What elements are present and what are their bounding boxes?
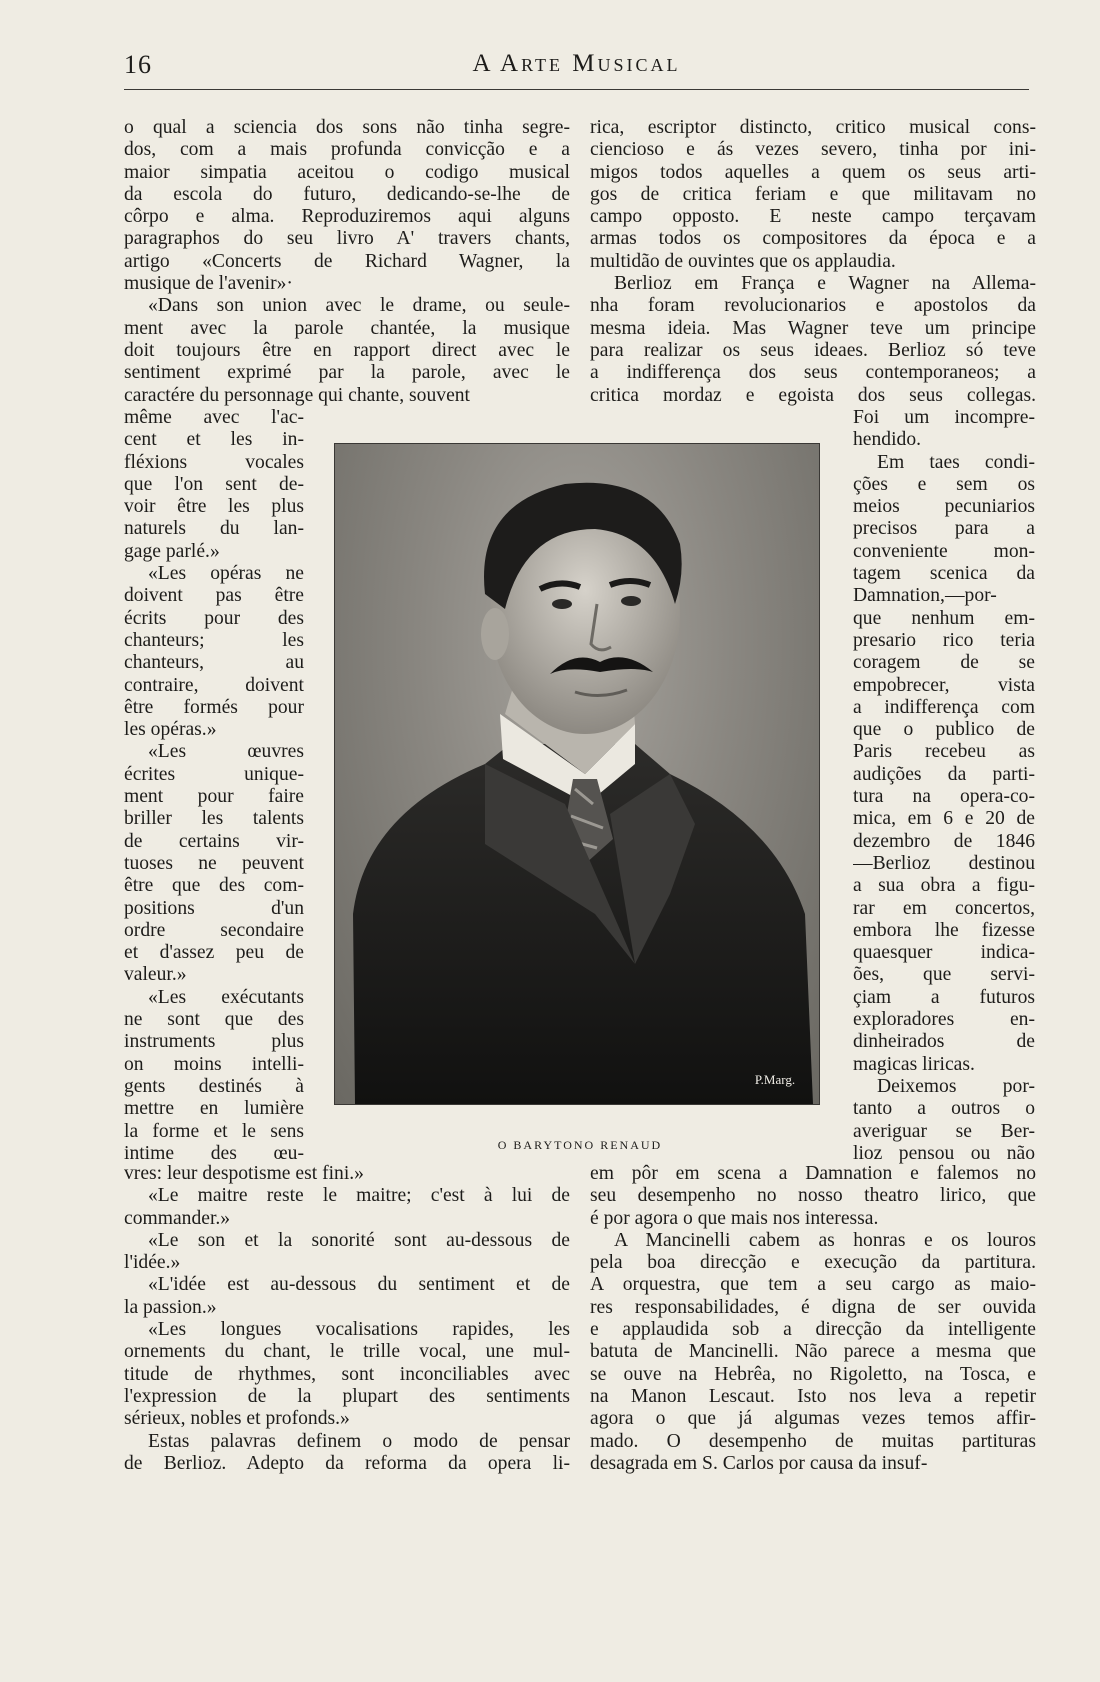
- text-line: dos, com a mais profunda convicção e a: [124, 139, 570, 161]
- text-line: a sua obra a figu-: [853, 875, 1035, 897]
- text-line: meios pecuniarios: [853, 496, 1035, 518]
- text-line: «Les longues vocalisations rapides, les: [148, 1319, 570, 1341]
- text-line: chanteurs, au: [124, 652, 304, 674]
- left-column-top: [124, 117, 570, 407]
- text-line: les opéras.»: [124, 719, 217, 741]
- text-line: tuoses ne peuvent: [124, 852, 304, 874]
- text-line: on moins intelli-: [124, 1053, 304, 1075]
- text-line: que o publico de: [853, 719, 1035, 741]
- text-line: critica mordaz e egoista dos seus collegas.: [590, 384, 1036, 406]
- text-line: magicas liricas.: [853, 1053, 975, 1075]
- text-line: ões, que servi-: [853, 964, 1035, 986]
- text-line: instruments plus: [124, 1031, 304, 1053]
- text-line: mettre en lumière: [124, 1098, 304, 1120]
- text-line: briller les talents: [124, 808, 304, 830]
- text-line: mica, em 6 e 20 de: [853, 808, 1035, 830]
- text-line: seu desempenho no nosso theatro lirico, que: [590, 1185, 1036, 1207]
- text-line: ment pour faire: [124, 786, 304, 808]
- text-line: la passion.»: [124, 1296, 217, 1318]
- text-line: Paris recebeu as: [853, 741, 1035, 763]
- text-line: l'expression de la plupart des sentiments: [124, 1385, 570, 1407]
- text-line: tagem scenica da: [853, 563, 1035, 585]
- text-line: tura na opera-co-: [853, 786, 1035, 808]
- text-line: campo opposto. E neste campo terçavam: [590, 206, 1036, 228]
- left-column-bottom: [124, 1163, 570, 1475]
- text-line: commander.»: [124, 1207, 231, 1229]
- page-number: 16: [124, 50, 152, 79]
- text-line: rar em concertos,: [853, 897, 1035, 919]
- text-line: sérieux, nobles et profonds.»: [124, 1408, 350, 1430]
- text-line: gents destinés à: [124, 1075, 304, 1097]
- text-line: musique de l'avenir»·: [124, 273, 293, 295]
- text-line: la forme et le sens: [124, 1120, 304, 1142]
- text-line: batuta de Mancinelli. Não parece a mesma que: [590, 1341, 1036, 1363]
- text-line: gage parlé.»: [124, 540, 220, 562]
- text-line: doit toujours être en rapport direct avec le: [124, 339, 570, 361]
- text-line: «Le son et la sonorité sont au-dessous de: [148, 1229, 570, 1251]
- text-line: na Manon Lescaut. Isto nos leva a repetir: [590, 1385, 1036, 1407]
- text-line: empobrecer, vista: [853, 674, 1035, 696]
- text-line: a indifferença dos seus contemporaneos; a: [590, 362, 1036, 384]
- text-line: écrits pour des: [124, 607, 304, 629]
- text-line: desagrada em S. Carlos por causa da insuf-: [590, 1452, 928, 1474]
- text-line: Berlioz em França e Wagner na Allema-: [614, 273, 1036, 295]
- text-line: fléxions vocales: [124, 451, 304, 473]
- right-column-top: [590, 117, 1036, 407]
- text-line: exploradores en-: [853, 1009, 1035, 1031]
- text-line: é por agora o que mais nos interessa.: [590, 1207, 879, 1229]
- text-line: Damnation,—por-: [853, 585, 997, 607]
- text-line: naturels du lan-: [124, 518, 304, 540]
- text-line: «Les œuvres: [148, 741, 304, 763]
- text-line: tanto a outros o: [853, 1098, 1035, 1120]
- header-rule: [124, 89, 1029, 90]
- text-line: écrites unique-: [124, 763, 304, 785]
- text-line: migos todos aquelles a quem os seus arti-: [590, 161, 1036, 183]
- text-line: voir être les plus: [124, 496, 304, 518]
- running-title: A Arte Musical: [472, 50, 681, 77]
- text-line: precisos para a: [853, 518, 1035, 540]
- text-line: o qual a sciencia dos sons não tinha segre-: [124, 117, 570, 138]
- text-line: conveniente mon-: [853, 540, 1035, 562]
- text-line: paragraphos do seu livro A' travers chants,: [124, 228, 570, 250]
- text-line: embora lhe fizesse: [853, 919, 1035, 941]
- text-line: lioz pensou ou não: [853, 1142, 1035, 1164]
- text-line: positions d'un: [124, 897, 304, 919]
- text-line: l'idée.»: [124, 1252, 181, 1274]
- text-line: que nenhum em-: [853, 607, 1035, 629]
- text-line: titude de rhythmes, sont inconciliables avec: [124, 1363, 570, 1385]
- text-line: res responsabilidades, é digna de ser ouvida: [590, 1296, 1036, 1318]
- text-line: audições da parti-: [853, 763, 1035, 785]
- text-line: ne sont que des: [124, 1009, 304, 1031]
- text-line: Deixemos por-: [877, 1075, 1035, 1097]
- text-line: presario rico teria: [853, 629, 1035, 651]
- text-line: ordre secondaire: [124, 919, 304, 941]
- text-line: «Le maitre reste le maitre; c'est à lui de: [148, 1185, 570, 1207]
- text-line: ment avec la parole chantée, la musique: [124, 317, 570, 339]
- text-line: rica, escriptor distincto, critico musical cons-: [590, 117, 1036, 138]
- right-column-bottom: [590, 1163, 1036, 1475]
- text-line: quaesquer indica-: [853, 942, 1035, 964]
- text-line: Foi um incompre-: [853, 407, 1035, 428]
- text-line: Estas palavras definem o modo de pensar: [148, 1430, 570, 1452]
- text-line: «L'idée est au-dessous du sentiment et de: [148, 1274, 570, 1296]
- text-line: pela boa direcção e execução da partitura.: [590, 1252, 1036, 1274]
- text-line: —Berlioz destinou: [853, 852, 1035, 874]
- text-line: agora o que já algumas vezes temos affir-: [590, 1408, 1036, 1430]
- portrait-illustration: [335, 444, 819, 1104]
- text-line: A Mancinelli cabem as honras e os louros: [614, 1229, 1036, 1251]
- text-line: nha foram revolucionarios e apostolos da: [590, 295, 1036, 317]
- text-line: côrpo e alma. Reproduziremos aqui alguns: [124, 206, 570, 228]
- text-line: être que des com-: [124, 875, 304, 897]
- text-line: mado. O desempenho de muitas partituras: [590, 1430, 1036, 1452]
- text-line: armas todos os compositores da época e a: [590, 228, 1036, 250]
- text-line: même avec l'ac-: [124, 407, 304, 428]
- text-line: coragem de se: [853, 652, 1035, 674]
- text-line: da escola do futuro, dedicando-se-lhe de: [124, 183, 570, 205]
- text-line: multidão de ouvintes que os applaudia.: [590, 250, 896, 272]
- photographer-signature: P.Marg.: [754, 1072, 796, 1087]
- text-line: e applaudida sob a direcção da intelligente: [590, 1319, 1036, 1341]
- right-column-narrow: [853, 407, 1035, 1165]
- text-line: artigo «Concerts de Richard Wagner, la: [124, 250, 570, 272]
- text-line: se ouve na Hebrêa, no Rigoletto, na Tosca, e: [590, 1363, 1036, 1385]
- text-line: «Les opéras ne: [148, 563, 304, 585]
- text-line: doivent pas être: [124, 585, 304, 607]
- text-line: de Berlioz. Adepto da reforma da opera li-: [124, 1452, 570, 1474]
- text-line: être formés pour: [124, 696, 304, 718]
- text-line: gos de critica feriam e que militavam no: [590, 183, 1036, 205]
- text-line: maior simpatia aceitou o codigo musical: [124, 161, 570, 183]
- text-line: dinheirados de: [853, 1031, 1035, 1053]
- text-line: «Les exécutants: [148, 986, 304, 1008]
- text-line: ornements du chant, le trille vocal, une mul-: [124, 1341, 570, 1363]
- text-line: averiguar se Ber-: [853, 1120, 1035, 1142]
- text-line: que l'on sent de-: [124, 473, 304, 495]
- text-line: contraire, doivent: [124, 674, 304, 696]
- text-line: para realizar os seus ideaes. Berlioz só teve: [590, 339, 1036, 361]
- text-line: em pôr em scena a Damnation e falemos no: [590, 1163, 1036, 1184]
- text-line: a indifferença com: [853, 696, 1035, 718]
- text-line: dezembro de 1846: [853, 830, 1035, 852]
- photo-caption: O BARYTONO RENAUD: [497, 1138, 663, 1152]
- text-line: de certains vir-: [124, 830, 304, 852]
- text-line: intime des œu-: [124, 1142, 304, 1164]
- text-line: ções e sem os: [853, 473, 1035, 495]
- text-line: sentiment exprimé par la parole, avec le: [124, 362, 570, 384]
- text-line: et d'assez peu de: [124, 942, 304, 964]
- text-line: ciencioso e ás vezes severo, tinha por ini-: [590, 139, 1036, 161]
- text-line: caractére du personnage qui chante, souvent: [124, 384, 470, 406]
- text-line: Em taes condi-: [877, 451, 1035, 473]
- text-line: «Dans son union avec le drame, ou seule-: [148, 295, 570, 317]
- page-header: [124, 50, 1029, 82]
- portrait-photo: [334, 443, 820, 1105]
- left-column-narrow: [124, 407, 304, 1165]
- text-line: mesma ideia. Mas Wagner teve um principe: [590, 317, 1036, 339]
- text-line: chanteurs; les: [124, 629, 304, 651]
- text-line: çiam a futuros: [853, 986, 1035, 1008]
- text-line: vres: leur despotisme est fini.»: [124, 1163, 364, 1184]
- text-line: cent et les in-: [124, 429, 304, 451]
- text-line: valeur.»: [124, 964, 187, 986]
- text-line: A orquestra, que tem a seu cargo as maio-: [590, 1274, 1036, 1296]
- text-line: hendido.: [853, 429, 922, 451]
